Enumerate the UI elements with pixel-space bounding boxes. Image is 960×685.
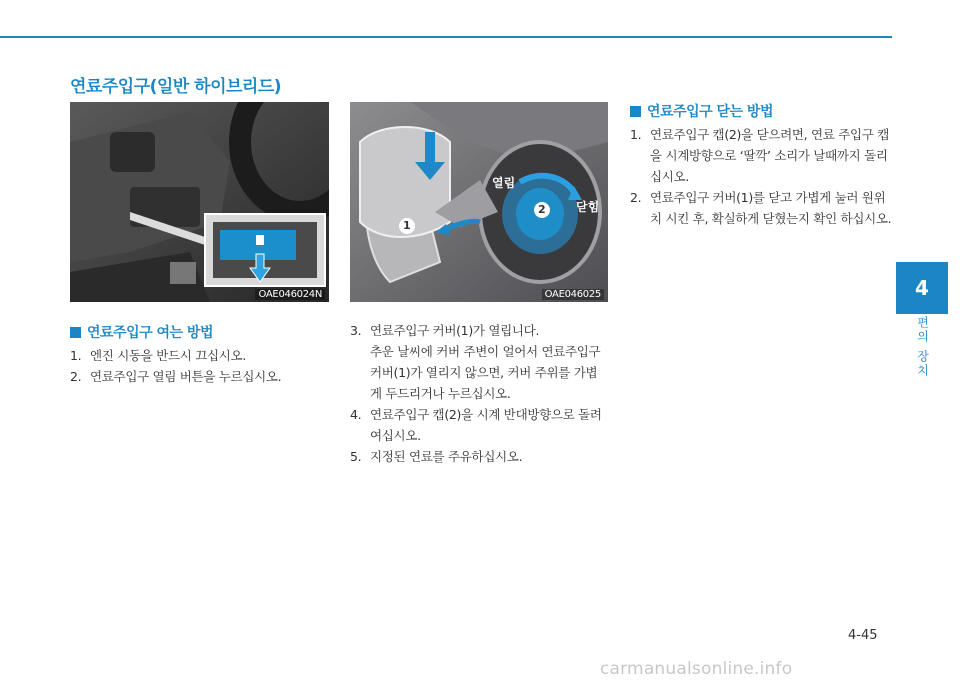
list-item	[350, 404, 608, 446]
step-number: 5.	[350, 449, 362, 464]
step-number: 4.	[350, 407, 362, 422]
step-number: 2.	[70, 369, 82, 384]
watermark: carmanualsonline.info	[600, 659, 793, 679]
step-text: 연료주입구 커버(1)가 열립니다.	[370, 323, 540, 338]
page-title: 연료주입구(일반 하이브리드)	[70, 77, 282, 97]
step-text: 연료주입구 열림 버튼을 누르십시오.	[90, 369, 282, 384]
label-open: 열림	[492, 176, 516, 190]
step-text: 연료주입구 캡(2)을 시계 반대방향으로 돌려 여십시오.	[370, 407, 602, 443]
figure-fuel-cap	[350, 102, 608, 302]
callout-1: 1	[403, 219, 411, 232]
fuel-cap-illustration	[350, 102, 608, 302]
step-text: 연료주입구 커버(1)를 닫고 가볍게 눌러 원위치 시킨 후, 확실하게 닫혔는지 확인 하십시오.	[650, 190, 892, 226]
page-number: 4-45	[848, 628, 878, 643]
list-item	[350, 320, 608, 341]
step-number: 2.	[630, 190, 642, 205]
step-number: 1.	[630, 127, 642, 142]
step-text: 연료주입구 캡(2)을 닫으려면, 연료 주입구 캡을 시계방향으로 ‘딸깍’ 소리가 날때까지 돌리십시오.	[650, 127, 890, 184]
open-section-heading	[70, 322, 213, 342]
list-item	[350, 341, 608, 404]
header-rule	[0, 36, 892, 38]
list-item	[630, 124, 892, 187]
figure-code: OAE046025	[542, 289, 604, 300]
close-section-heading-text: 연료주입구 닫는 방법	[647, 104, 773, 120]
list-item	[70, 366, 340, 387]
list-item	[630, 187, 892, 229]
chapter-tab: 4	[896, 262, 948, 314]
step-text: 엔진 시동을 반드시 끄십시오.	[90, 348, 246, 363]
list-item	[350, 446, 608, 467]
middle-steps-list	[350, 320, 608, 467]
dashboard-illustration	[70, 102, 329, 302]
chapter-label	[912, 316, 934, 386]
step-text: 추운 날씨에 커버 주변이 얼어서 연료주입구 커버(1)가 열리지 않으면, 커버 주위를 가볍게 두드리거나 누르십시오.	[370, 344, 601, 401]
step-number: 1.	[70, 348, 82, 363]
label-close: 닫힘	[576, 200, 600, 214]
figure-fuel-door-button	[70, 102, 329, 302]
open-section-heading-text: 연료주입구 여는 방법	[87, 325, 213, 341]
square-bullet-icon	[630, 106, 641, 117]
square-bullet-icon	[70, 327, 81, 338]
chapter-label-text: 편의 장치	[915, 316, 930, 378]
step-text: 지정된 연료를 주유하십시오.	[370, 449, 523, 464]
close-steps-list	[630, 124, 892, 229]
list-item	[70, 345, 340, 366]
open-steps-list	[70, 345, 340, 387]
close-section-heading	[630, 101, 773, 121]
callout-2: 2	[538, 203, 546, 216]
step-number: 3.	[350, 323, 362, 338]
figure-code: OAE046024N	[255, 289, 325, 300]
